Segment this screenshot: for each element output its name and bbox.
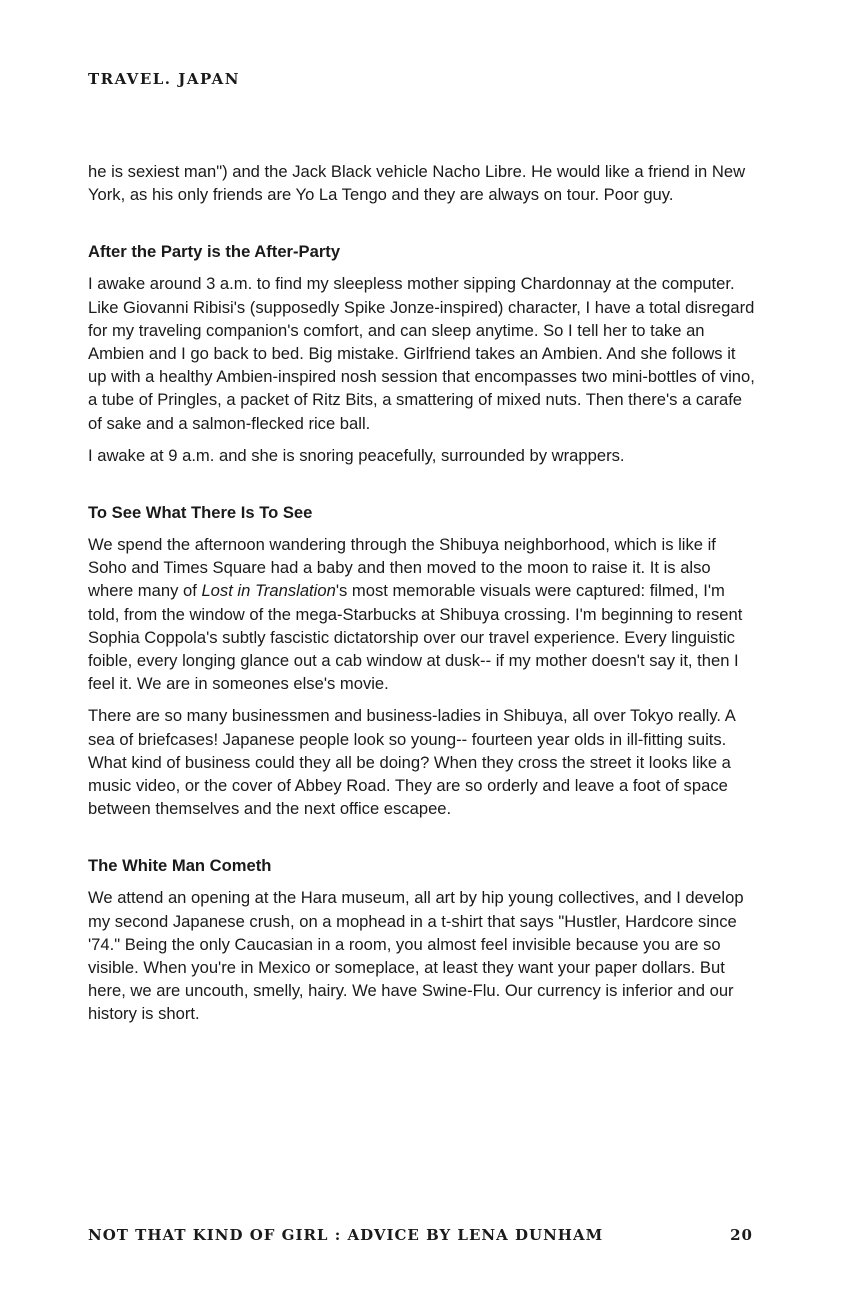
article-body bbox=[88, 160, 758, 1035]
paragraph-text: We spend the afternoon wandering through the Shibuya neighborhood, which is like if Soho and Times Square had a baby and then moved to the moon to raise it. It is also where many of bbox=[88, 535, 716, 601]
film-title: Lost in Translation bbox=[201, 581, 336, 601]
intro-paragraph: he is sexiest man") and the Jack Black vehicle Nacho Libre. He would like a friend in New York, as his only friends are Yo La Tengo and they are always on tour. Poor guy. bbox=[88, 162, 746, 205]
running-head: TRAVEL. JAPAN bbox=[88, 70, 241, 88]
section-heading-after-party: After the Party is the After-Party bbox=[88, 242, 341, 262]
section-heading-to-see: To See What There Is To See bbox=[88, 503, 313, 523]
footer-title: NOT THAT KIND OF GIRL : ADVICE BY LENA DUNHAM bbox=[88, 1226, 604, 1244]
page-footer bbox=[88, 1226, 753, 1244]
section-heading-white-man-cometh: The White Man Cometh bbox=[88, 856, 272, 876]
paragraph bbox=[88, 533, 758, 695]
paragraph: We attend an opening at the Hara museum, all art by hip young collectives, and I develop my second Japanese crush, on a mophead in a t-shirt that says "Hustler, Hardcore since '74." Being the only Caucasian in a room, you almost feel invisible because you are so visible. When you're in Mexico or someplace, at least they want your paper dollars. But here, we are uncouth, smelly, hairy. We have Swine-Flu. Our currency is inferior and our history is short. bbox=[88, 888, 744, 1024]
paragraph: I awake around 3 a.m. to find my sleepless mother sipping Chardonnay at the computer. Like Giovanni Ribisi's (supposedly Spike Jonze-inspired) character, I have a total disregard for my traveling companion's comfort, and can sleep anytime. So I tell her to take an Ambien and I go back to bed. Big mistake. Girlfriend takes an Ambien. And she follows it up with a healthy Ambien-inspired nosh session that encompasses two mini-bottles of vino, a tube of Pringles, a packet of Ritz Bits, a smattering of mixed nuts. Then there's a carafe of sake and a salmon-flecked rice ball. bbox=[88, 274, 755, 433]
paragraph-text: 's most memorable visuals were captured: filmed, I'm told, from the window of the mega-Starbucks at Shibuya crossing. I'm beginning to resent Sophia Coppola's subtly fascistic dictatorship over our travel experience. Every linguistic foible, every longing glance out a cab window at dusk-- if my mother doesn't say it, then I feel it. We are in someones else's movie. bbox=[88, 581, 743, 694]
paragraph: I awake at 9 a.m. and she is snoring peacefully, surrounded by wrappers. bbox=[88, 445, 625, 465]
paragraph: There are so many businessmen and business-ladies in Shibuya, all over Tokyo really. A sea of briefcases! Japanese people look so young-- fourteen year olds in ill-fitting suits. What kind of business could they all be doing? When they cross the street it looks like a music video, or the cover of Abbey Road. They are so orderly and leave a foot of space between themselves and the next office escapee. bbox=[88, 706, 735, 819]
page-number: 20 bbox=[730, 1226, 753, 1244]
